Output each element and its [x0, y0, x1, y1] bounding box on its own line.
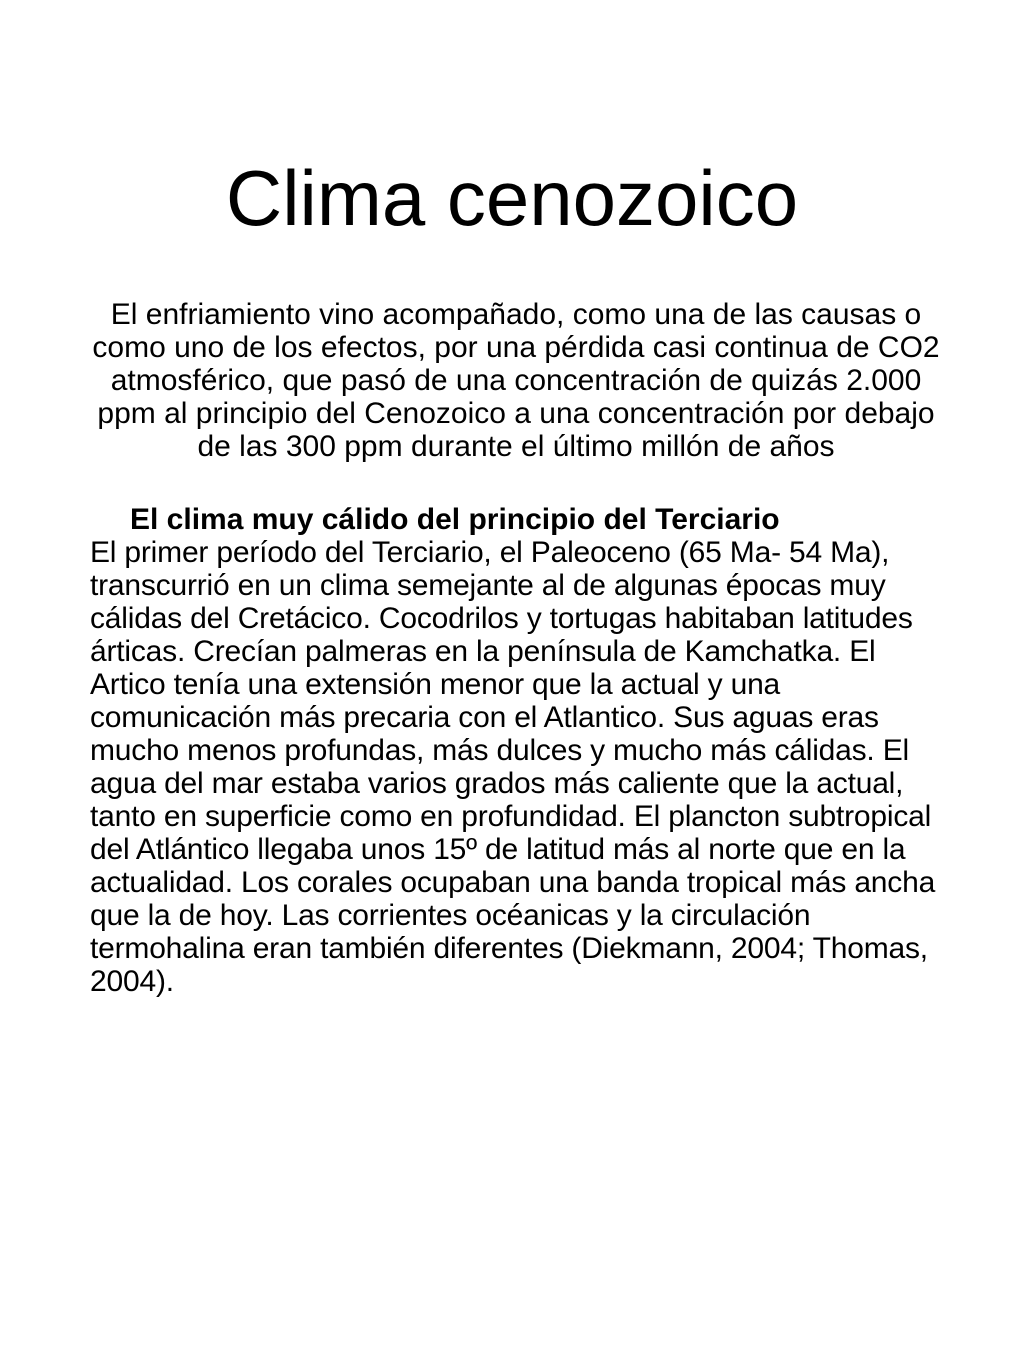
- section-heading: El clima muy cálido del principio del Terciario: [130, 503, 780, 536]
- slide-title: Clima cenozoico: [225, 154, 799, 242]
- section-terciario: [90, 503, 950, 998]
- intro-paragraph: El enfriamiento vino acompañado, como una de las causas o como uno de los efectos, por una pérdida casi continua de CO2 atmosférico, que pasó de una concentración de quizás 2.000 ppm al principio del Cenozoico a una concentración por debajo de las 300 ppm durante el último millón de años: [92, 298, 940, 463]
- section-body: El primer período del Terciario, el Paleoceno (65 Ma- 54 Ma), transcurrió en un clima semejante al de algunas épocas muy cálidas del Cretácico. Cocodrilos y tortugas habitaban latitudes árticas. Crecían palmeras en la península de Kamchatka. El Artico tenía una extensión menor que la actual y una comunicación más precaria con el Atlantico. Sus aguas eras mucho menos profundas, más dulces y mucho más cálidas. El agua del mar estaba varios grados más caliente que la actual, tanto en superficie como en profundidad. El plancton subtropical del Atlántico llegaba unos 15º de latitud más al norte que en la actualidad. Los corales ocupaban una banda tropical más ancha que la de hoy. Las corrientes océanicas y la circulación termohalina eran también diferentes (Diekmann, 2004; Thomas, 2004).: [90, 536, 936, 998]
